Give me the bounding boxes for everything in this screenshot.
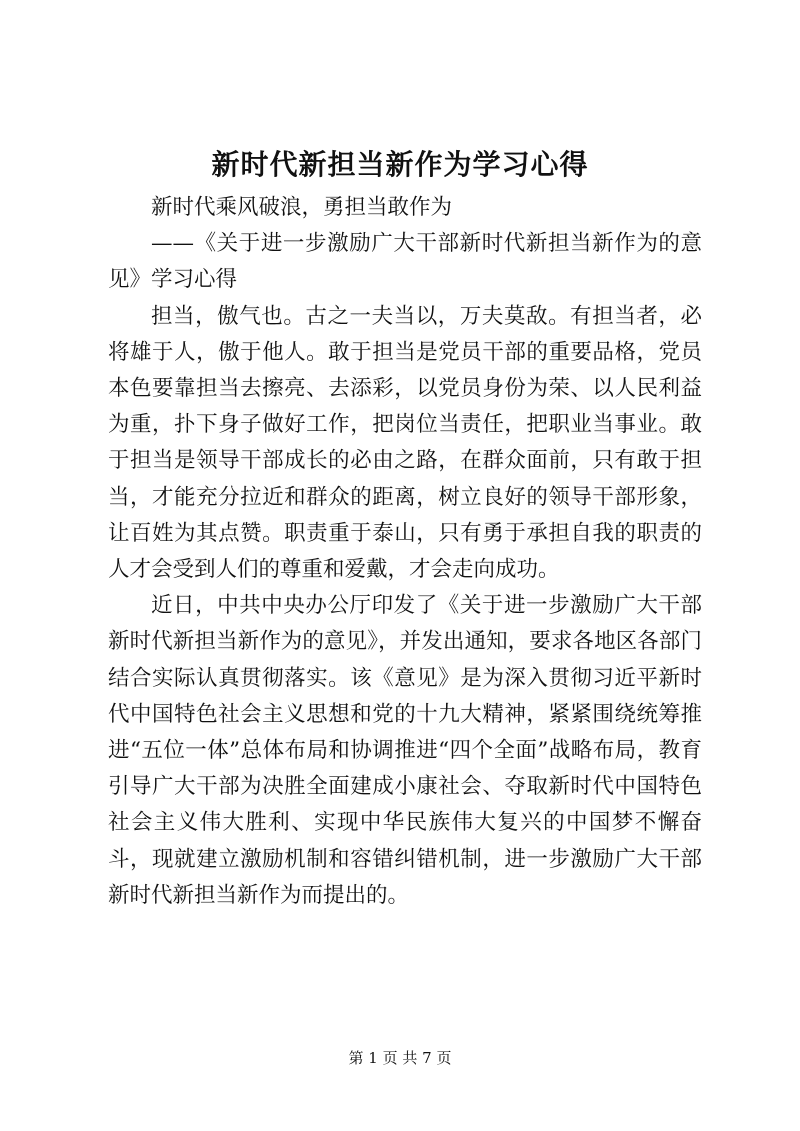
subtitle-paragraph: 新时代乘风破浪，勇担当敢作为 (151, 195, 453, 220)
subtitle-source-paragraph: ——《关于进一步激励广大干部新时代新担当新作为的意见》学习心得 (108, 231, 702, 293)
document-body (108, 190, 702, 914)
body-paragraph: 担当，傲气也。古之一夫当以，万夫莫敌。有担当者，必将雄于人，傲于他人。敢于担当是党员干部的重要品格，党员本色要靠担当去擦亮、去添彩，以党员身份为荣、以人民利益为重，扑下身子做好工作，把岗位当责任，把职业当事业。敢于担当是领导干部成长的必由之路，在群众面前，只有敢于担当，才能充分拉近和群众的距离，树立良好的领导干部形象，让百姓为其点赞。职责重于泰山，只有勇于承担自我的职责的人才会受到人们的尊重和爱戴，才会走向成功。 (108, 303, 702, 583)
page-footer: 第 1 页 共 7 页 (348, 1049, 452, 1067)
body-paragraph: 近日，中共中央办公厅印发了《关于进一步激励广大干部新时代新担当新作为的意见》，并发出通知，要求各地区各部门结合实际认真贯彻落实。该《意见》是为深入贯彻习近平新时代中国特色社会主义思想和党的十九大精神，紧紧围绕统筹推进“五位一体”总体布局和协调推进“四个全面”战略布局，教育引导广大干部为决胜全面建成小康社会、夺取新时代中国特色社会主义伟大胜利、实现中华民族伟大复兴的中国梦不懈奋斗，现就建立激励机制和容错纠错机制，进一步激励广大干部新时代新担当新作为而提出的。 (108, 593, 702, 908)
document-title: 新时代新担当新作为学习心得 (211, 148, 589, 181)
